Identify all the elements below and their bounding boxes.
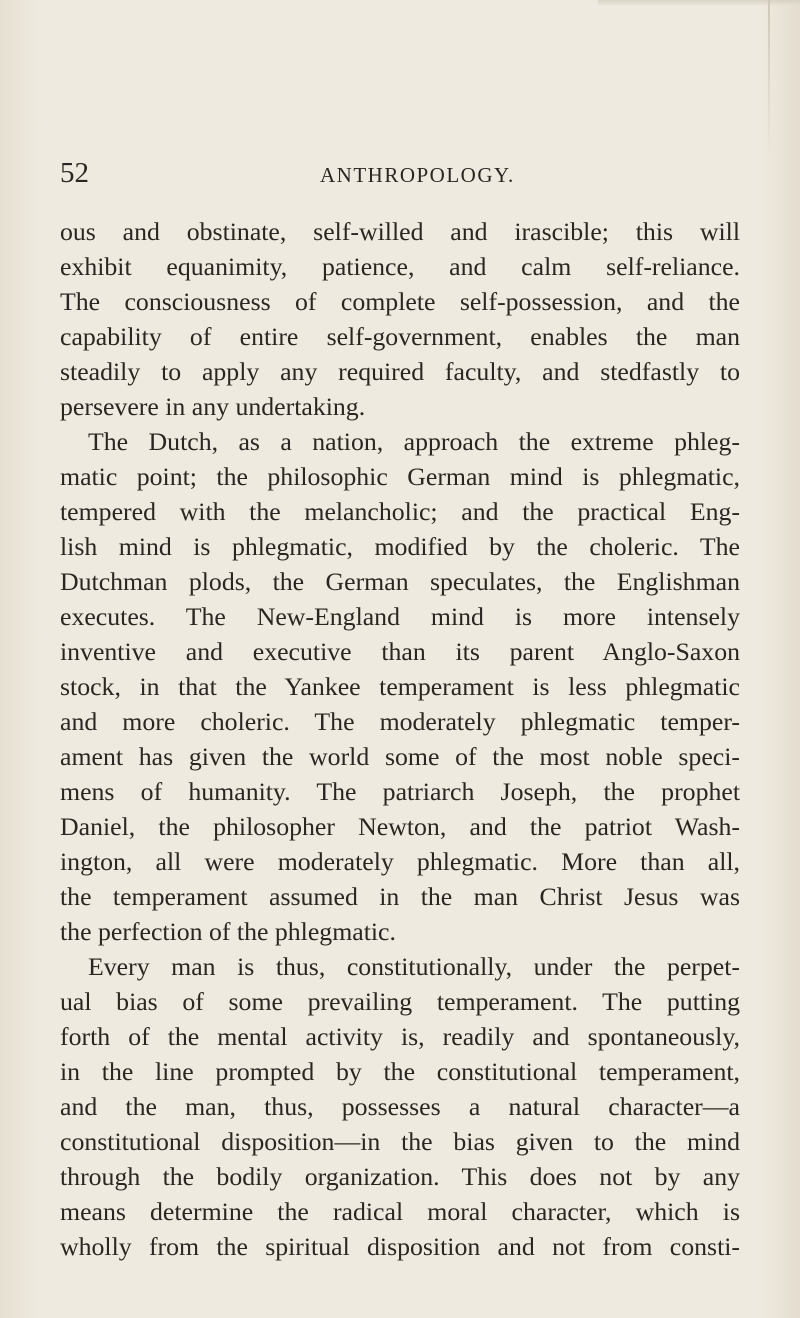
text-line: ous and obstinate, self-willed and irascible; this will [60,217,740,246]
text-line: inventive and executive than its parent Anglo-Saxon [60,637,740,666]
text-line: The Dutch, as a nation, approach the extreme phleg- [88,427,740,456]
text-line: and more choleric. The moderately phlegmatic temper- [60,707,740,736]
text-line: Every man is thus, constitutionally, under the perpet- [88,952,740,981]
text-line: persevere in any undertaking. [60,392,366,421]
text-line: and the man, thus, possesses a natural character—a [60,1092,740,1121]
text-line: ual bias of some prevailing temperament. The putting [60,987,740,1016]
text-line: wholly from the spiritual disposition and not from consti- [60,1232,740,1261]
text-line: through the bodily organization. This does not by any [60,1162,740,1191]
text-line: the temperament assumed in the man Christ Jesus was [60,882,740,911]
text-line: matic point; the philosophic German mind is phlegmatic, [60,462,740,491]
text-line: steadily to apply any required faculty, and stedfastly to [60,357,740,386]
text-line: forth of the mental activity is, readily and spontaneously, [60,1022,740,1051]
text-line: tempered with the melancholic; and the practical Eng- [60,497,740,526]
body-text [60,214,740,1264]
text-line: lish mind is phlegmatic, modified by the choleric. The [60,532,740,561]
text-line: Daniel, the philosopher Newton, and the patriot Wash- [60,812,740,841]
page-edge-shadow-vertical [768,0,770,160]
page-number: 52 [60,157,89,189]
text-line: executes. The New-England mind is more intensely [60,602,740,631]
text-line: ament has given the world some of the most noble speci- [60,742,740,771]
text-line: The consciousness of complete self-possession, and the [60,287,740,316]
text-line: constitutional disposition—in the bias given to the mind [60,1127,740,1156]
text-line: mens of humanity. The patriarch Joseph, the prophet [60,777,740,806]
text-line: capability of entire self-government, enables the man [60,322,740,351]
text-line: stock, in that the Yankee temperament is less phlegmatic [60,672,740,701]
text-line: Dutchman plods, the German speculates, the Englishman [60,567,740,596]
running-title: ANTHROPOLOGY. [320,163,515,187]
text-line: ington, all were moderately phlegmatic. More than all, [60,847,740,876]
text-line: exhibit equanimity, patience, and calm self-reliance. [60,252,740,281]
text-line: in the line prompted by the constitutional temperament, [60,1057,740,1086]
text-line: the perfection of the phlegmatic. [60,917,396,946]
text-line: means determine the radical moral character, which is [60,1197,740,1226]
running-head [60,158,740,188]
